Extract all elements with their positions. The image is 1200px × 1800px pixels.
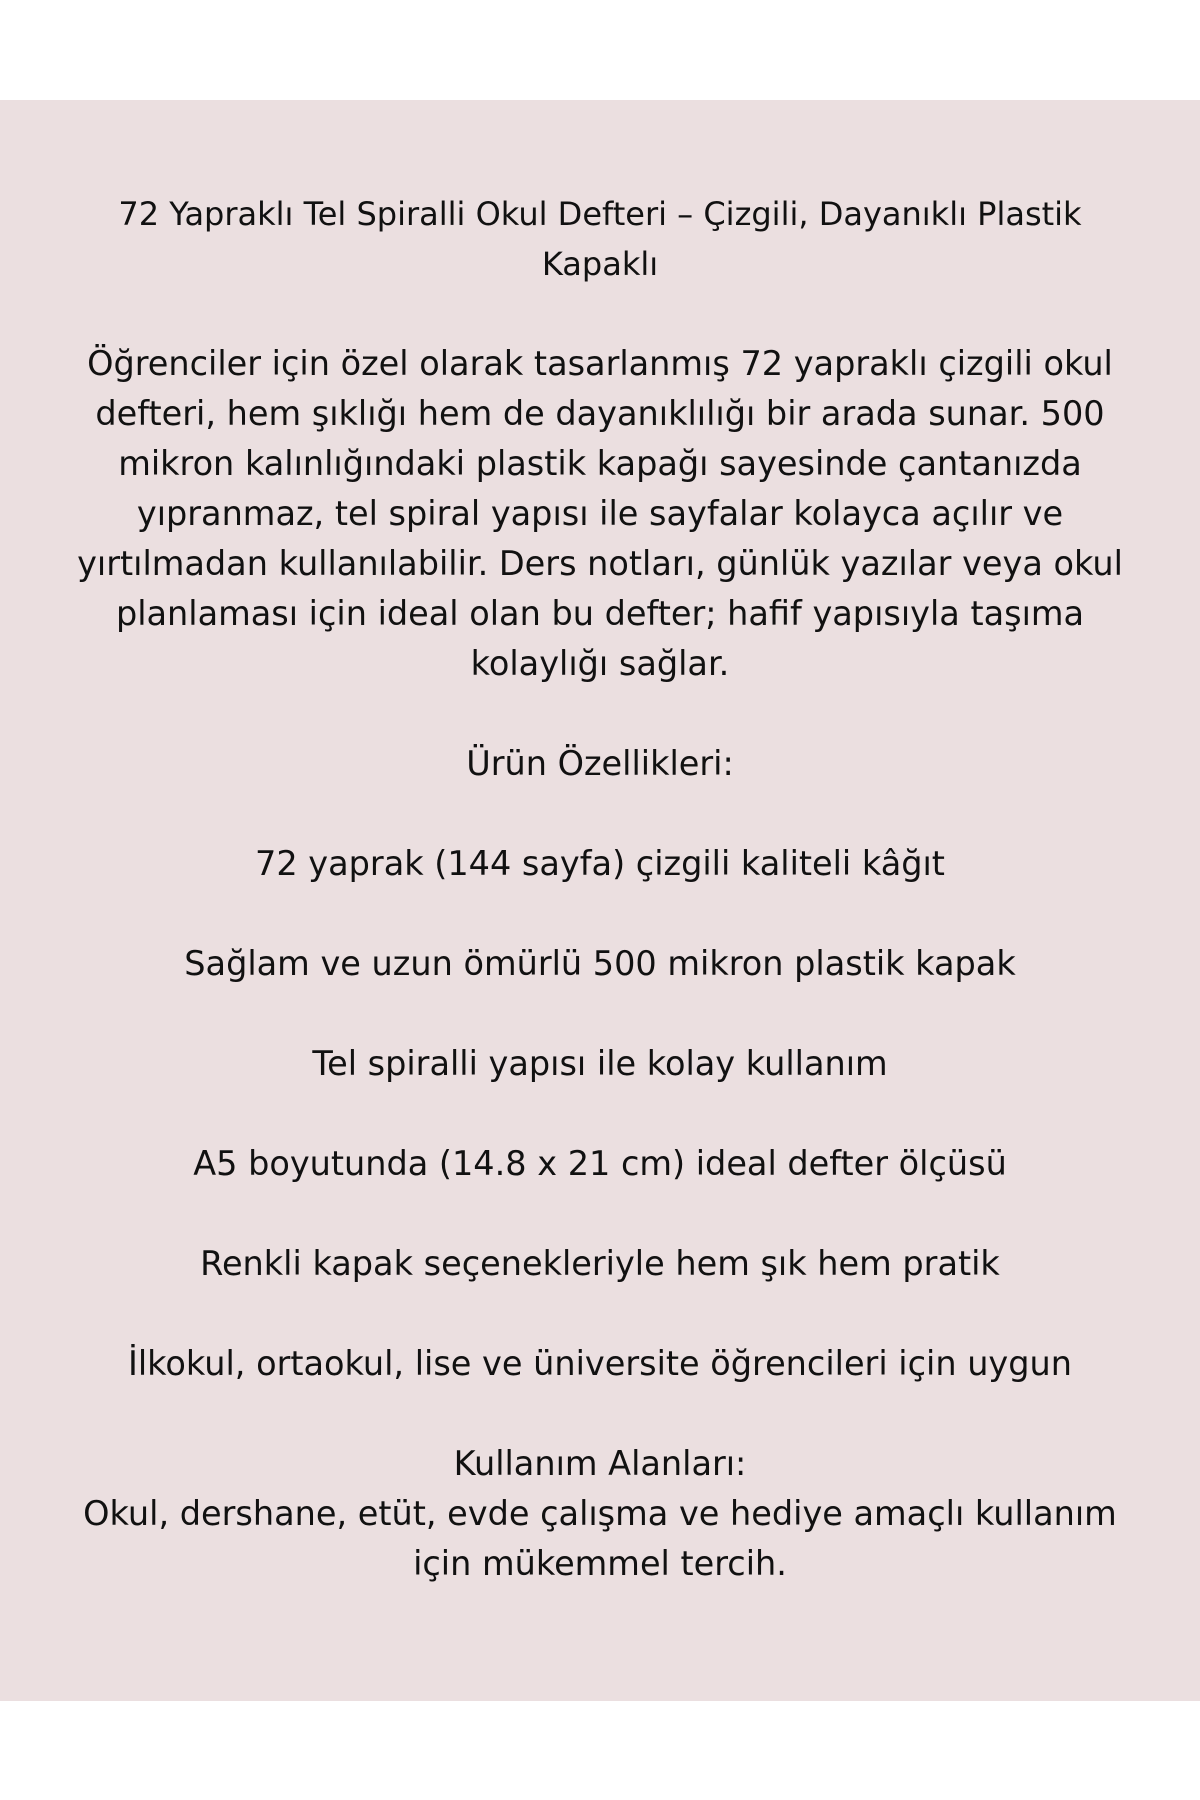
feature-item: 72 yaprak (144 sayfa) çizgili kaliteli kâğıt bbox=[255, 844, 945, 883]
feature-item: Renkli kapak seçenekleriyle hem şık hem pratik bbox=[200, 1244, 1000, 1283]
usage-heading: Kullanım Alanları: bbox=[453, 1444, 747, 1483]
spacer bbox=[70, 1289, 1130, 1339]
product-title: 72 Yapraklı Tel Spiralli Okul Defteri – Çizgili, Dayanıklı Plastik Kapaklı bbox=[118, 195, 1082, 283]
feature-item: Sağlam ve uzun ömürlü 500 mikron plastik kapak bbox=[184, 944, 1016, 983]
spacer bbox=[70, 289, 1130, 339]
spacer bbox=[70, 1389, 1130, 1439]
feature-item: İlkokul, ortaokul, lise ve üniversite öğrencileri için uygun bbox=[128, 1344, 1072, 1383]
spacer bbox=[70, 1189, 1130, 1239]
product-description bbox=[70, 189, 1130, 1589]
spacer bbox=[70, 889, 1130, 939]
features-heading: Ürün Özellikleri: bbox=[466, 744, 734, 783]
spacer bbox=[70, 989, 1130, 1039]
spacer bbox=[70, 1089, 1130, 1139]
spacer bbox=[70, 689, 1130, 739]
feature-item: Tel spiralli yapısı ile kolay kullanım bbox=[312, 1044, 888, 1083]
spacer bbox=[70, 789, 1130, 839]
usage-text: Okul, dershane, etüt, evde çalışma ve hediye amaçlı kullanım için mükemmel tercih. bbox=[83, 1494, 1117, 1583]
intro-paragraph: Öğrenciler için özel olarak tasarlanmış 72 yapraklı çizgili okul defteri, hem şıklığı hem de dayanıklılığı bir arada sunar. 500 mikron kalınlığındaki plastik kapağı sayesinde çantanızda yıpranmaz, tel spiral yapısı ile sayfalar kolayca açılır ve yırtılmadan kullanılabilir. Ders notları, günlük yazılar veya okul planlaması için ideal olan bu defter; hafif yapısıyla taşıma kolaylığı sağlar. bbox=[77, 344, 1123, 683]
feature-item: A5 boyutunda (14.8 x 21 cm) ideal defter ölçüsü bbox=[193, 1144, 1007, 1183]
